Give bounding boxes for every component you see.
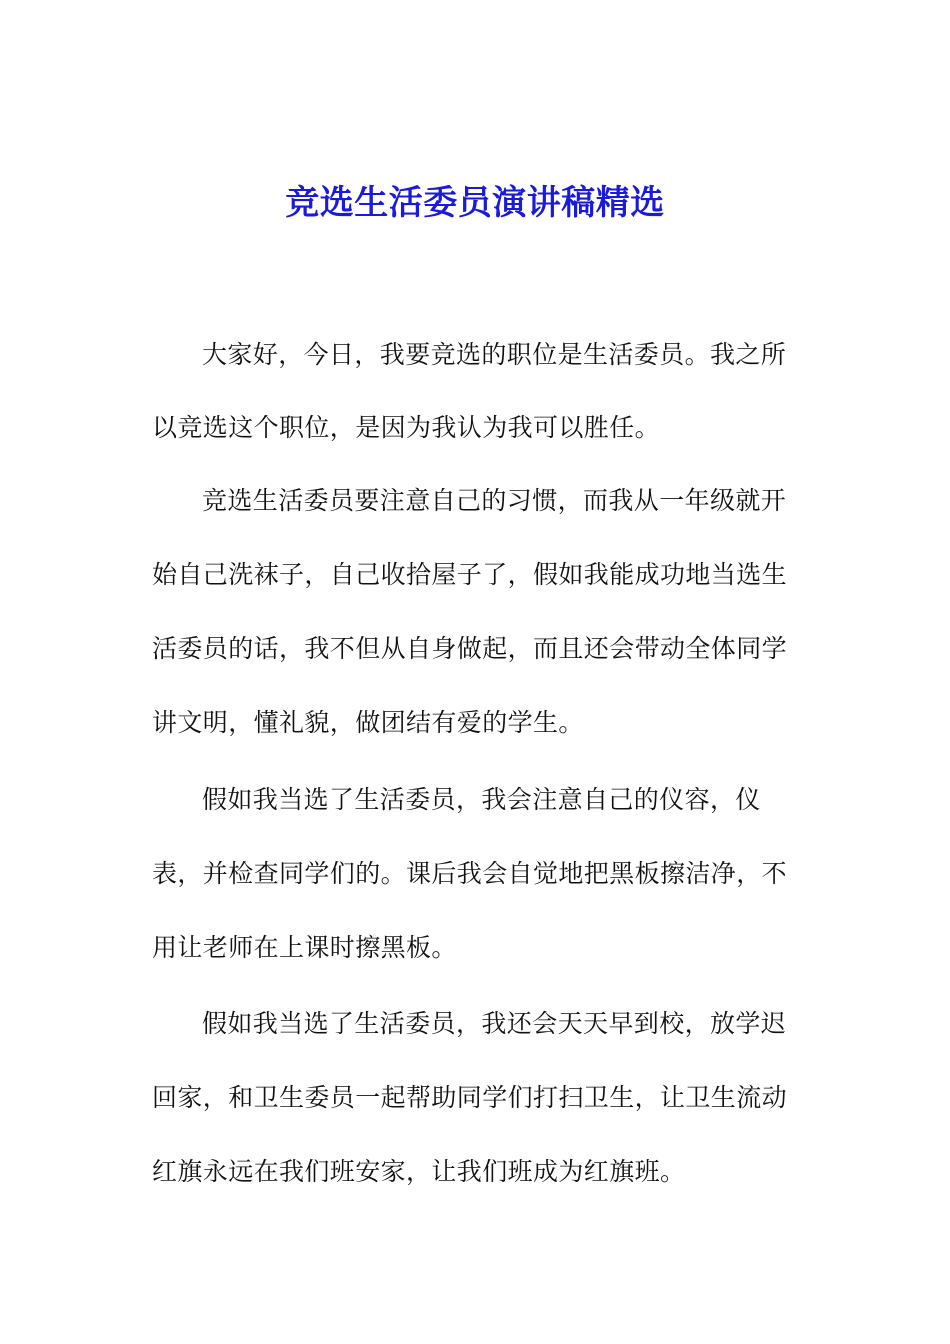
paragraph-line-10: 假如我当选了生活委员，我还会天天早到校，放学迟 xyxy=(202,1009,787,1038)
paragraph-line-7: 假如我当选了生活委员，我会注意自己的仪容，仪 xyxy=(202,785,761,814)
paragraph-line-6: 讲文明，懂礼貌，做团结有爱的学生。 xyxy=(152,708,584,737)
paragraph-line-9: 用让老师在上课时擦黑板。 xyxy=(152,933,457,962)
paragraph-line-11: 回家，和卫生委员一起帮助同学们打扫卫生，让卫生流动 xyxy=(152,1083,788,1112)
document-title: 竞选生活委员演讲稿精选 xyxy=(285,183,665,223)
paragraph-line-1: 大家好，今日，我要竞选的职位是生活委员。我之所 xyxy=(202,340,787,369)
paragraph-line-12: 红旗永远在我们班安家，让我们班成为红旗班。 xyxy=(152,1157,686,1186)
paragraph-line-4: 始自己洗袜子，自己收拾屋子了，假如我能成功地当选生 xyxy=(152,560,788,589)
paragraph-line-5: 活委员的话，我不但从自身做起，而且还会带动全体同学 xyxy=(152,634,788,663)
paragraph-line-8: 表，并检查同学们的。课后我会自觉地把黑板擦洁净，不 xyxy=(152,859,788,888)
paragraph-line-2: 以竞选这个职位，是因为我认为我可以胜任。 xyxy=(152,413,661,442)
paragraph-line-3: 竞选生活委员要注意自己的习惯，而我从一年级就开 xyxy=(202,486,787,515)
